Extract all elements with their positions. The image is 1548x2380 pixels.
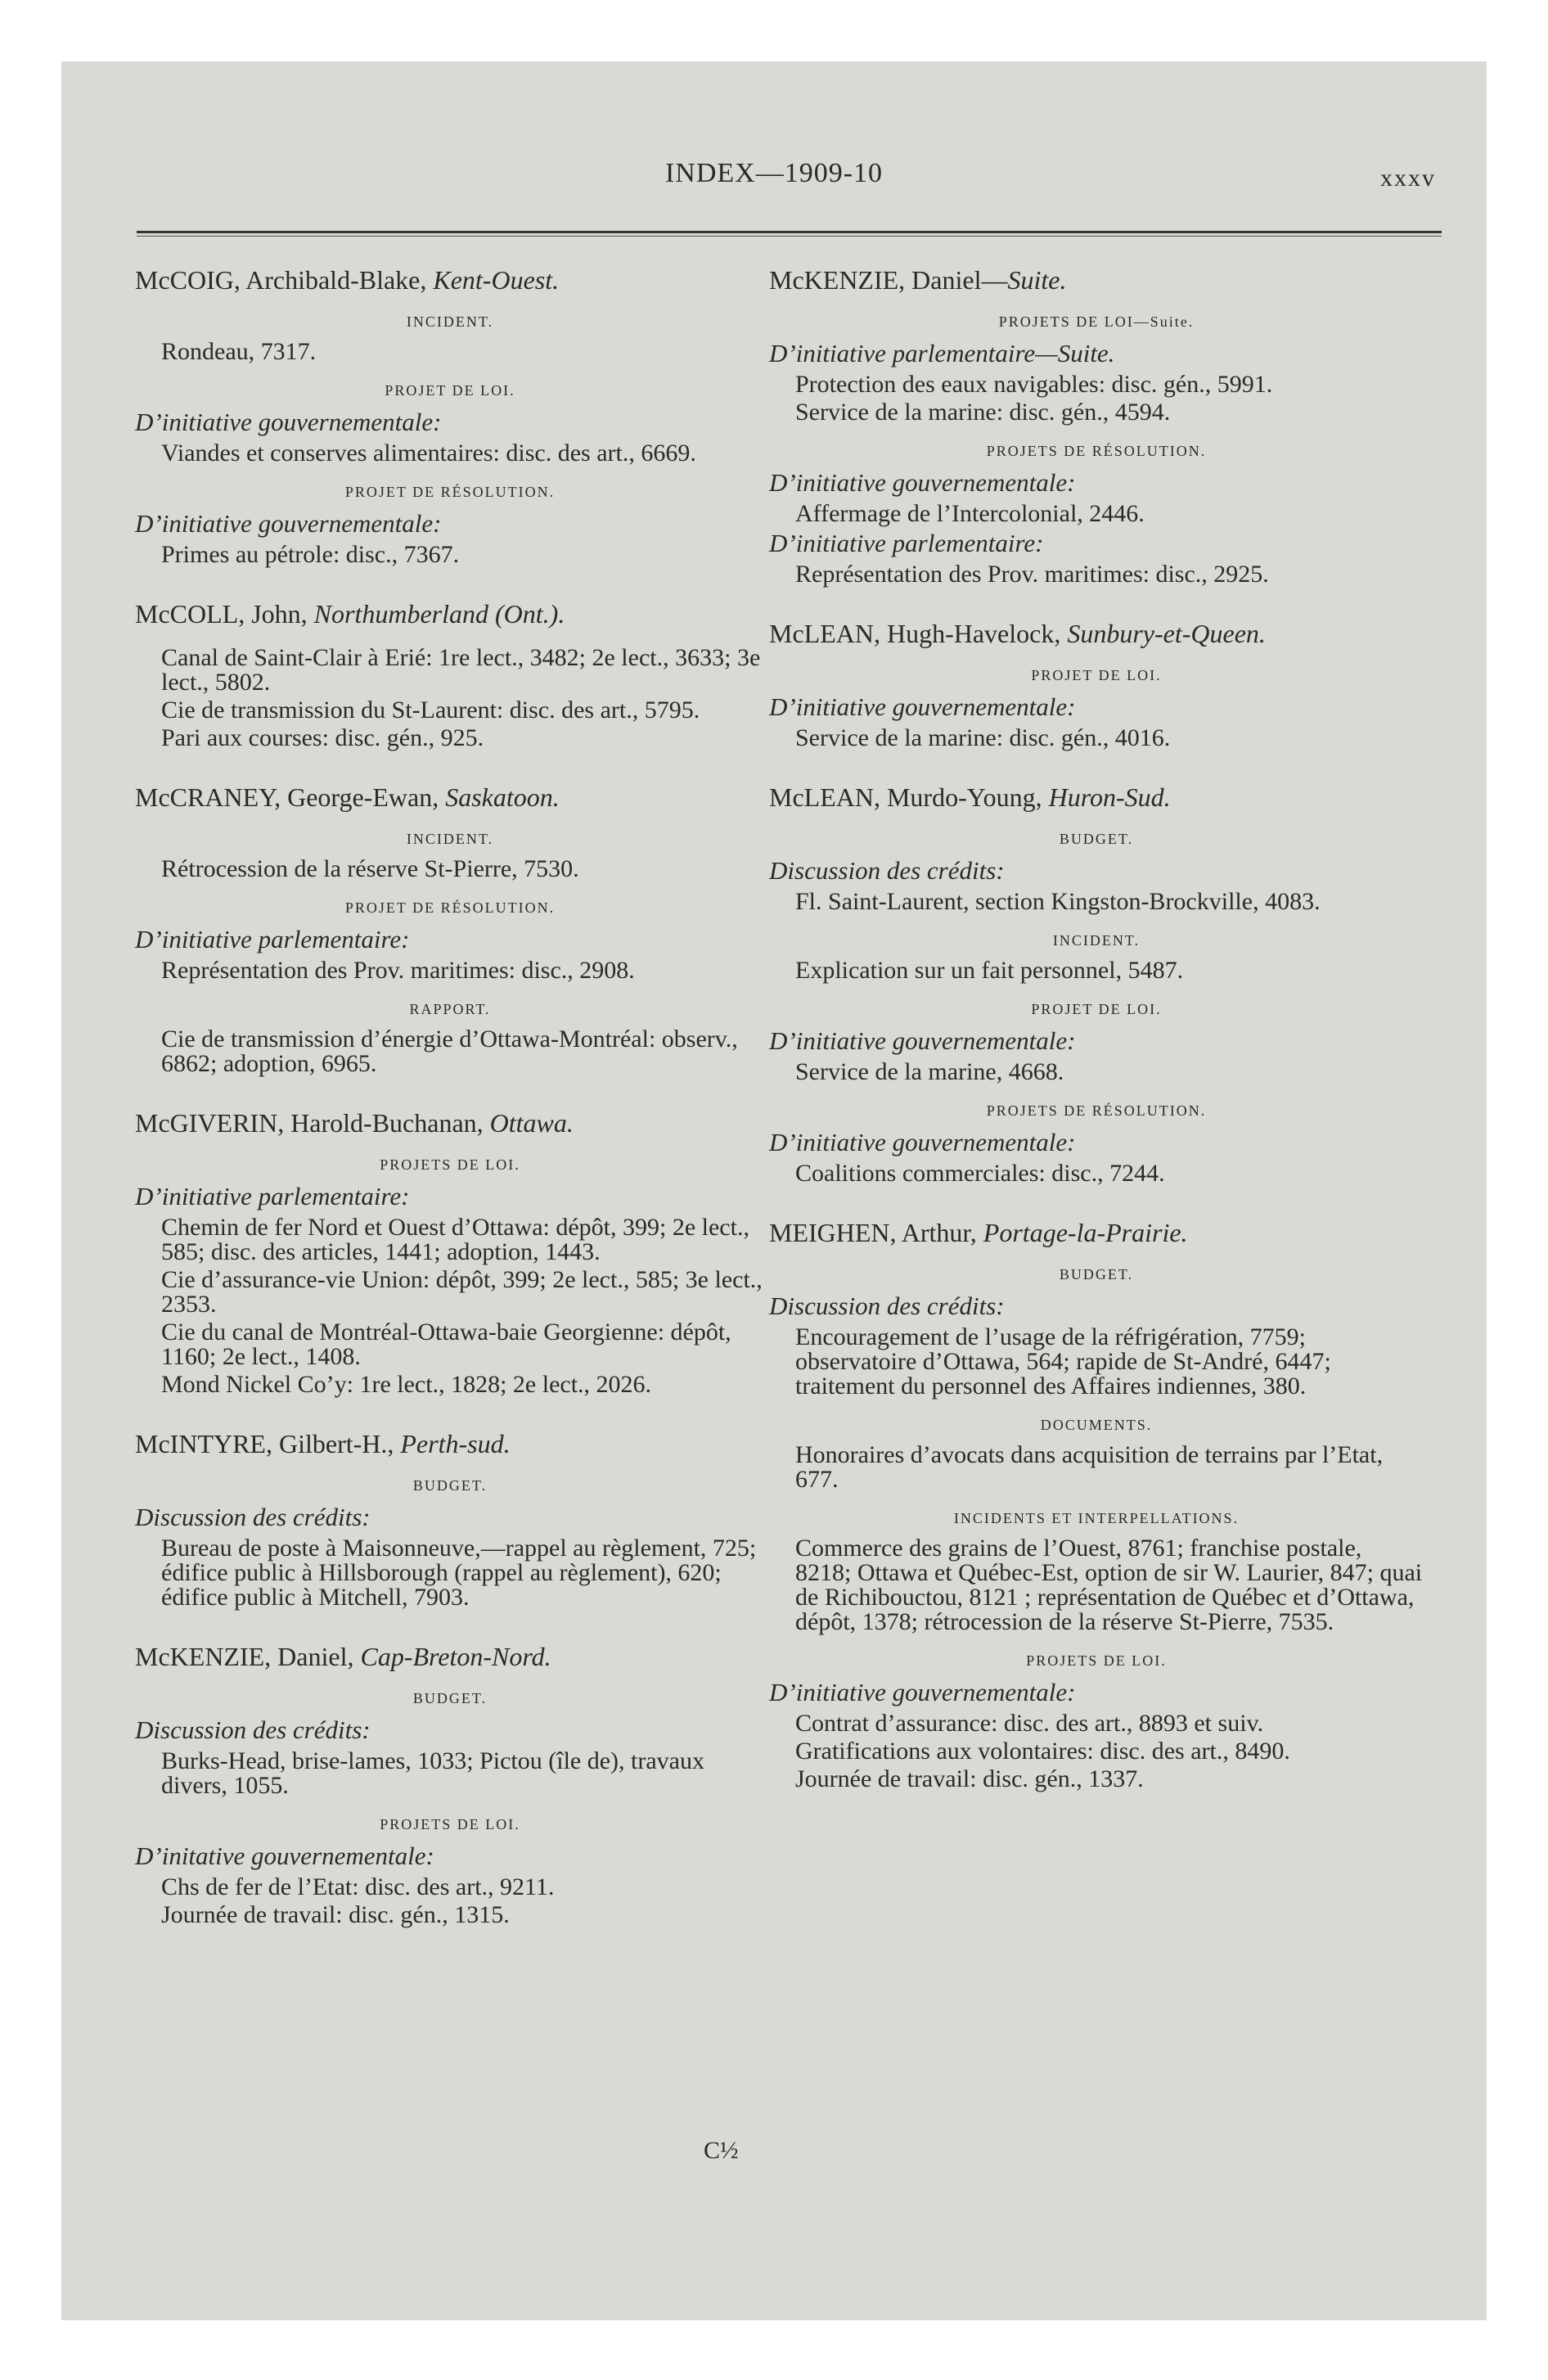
initiative-label: D’initiative gouvernementale: <box>769 468 1076 497</box>
entry-item: Canal de Saint-Clair à Erié: 1re lect., 3482; 2e lect., 3633; 3e lect., 5802. <box>161 644 761 696</box>
entry-name: McCRANEY, George-Ewan, Saskatoon. <box>135 782 560 812</box>
section-heading: PROJET DE RÉSOLUTION. <box>344 899 556 916</box>
entry-item: Rondeau, 7317. <box>161 338 317 365</box>
entry-name: McINTYRE, Gilbert-H., Perth-sud. <box>135 1429 511 1458</box>
page-sheet <box>61 61 1487 2320</box>
entry-item: Affermage de l’Intercolonial, 2446. <box>795 500 1145 527</box>
section-heading: INCIDENT. <box>1052 932 1141 949</box>
entry-item: Chemin de fer Nord et Ouest d’Ottawa: dépôt, 399; 2e lect., 585; disc. des articles, 1441; adoption, 1443. <box>161 1214 749 1265</box>
initiative-label: D’initiative parlementaire: <box>135 925 410 953</box>
section-heading: PROJETS DE LOI. <box>1026 1652 1167 1669</box>
section-heading: INCIDENTS ET INTERPELLATIONS. <box>953 1510 1240 1526</box>
entry-item: Cie d’assurance-vie Union: dépôt, 399; 2e lect., 585; 3e lect., 2353. <box>161 1266 763 1318</box>
section-heading: PROJETS DE LOI. <box>380 1156 520 1173</box>
initiative-label: Discussion des crédits: <box>135 1715 371 1744</box>
section-heading: RAPPORT. <box>409 1001 491 1017</box>
initiative-label: D’initiative gouvernementale: <box>769 1678 1076 1706</box>
entry-item: Service de la marine: disc. gén., 4016. <box>795 724 1171 751</box>
entry-item: Représentation des Prov. maritimes: disc., 2925. <box>795 561 1269 588</box>
entry-item: Gratifications aux volontaires: disc. des art., 8490. <box>795 1738 1290 1765</box>
entry-item: Service de la marine: disc. gén., 4594. <box>795 399 1171 426</box>
section-heading: PROJETS DE RÉSOLUTION. <box>986 443 1207 459</box>
section-heading: PROJET DE LOI. <box>1031 667 1162 683</box>
entry-item: Fl. Saint-Laurent, section Kingston-Brockville, 4083. <box>795 888 1321 915</box>
section-heading: PROJETS DE LOI—Suite. <box>998 313 1195 330</box>
section-heading: BUDGET. <box>1059 1266 1134 1282</box>
entry-item: Journée de travail: disc. gén., 1337. <box>795 1765 1144 1792</box>
header-rule <box>137 231 1442 233</box>
initiative-label: D’initiative gouvernementale: <box>769 1128 1076 1156</box>
section-heading: INCIDENT. <box>406 831 494 847</box>
entry-item: Encouragement de l’usage de la réfrigération, 7759; observatoire d’Ottawa, 564; rapide de St-André, 6447; traitement du personnel des Affaires indiennes, 380. <box>795 1323 1331 1400</box>
initiative-label: D’initative gouvernementale: <box>135 1841 434 1870</box>
signature-mark: C½ <box>704 2137 739 2164</box>
page-number: xxxv <box>1380 165 1436 192</box>
right-column <box>769 266 1424 1795</box>
entry-name: McGIVERIN, Harold-Buchanan, Ottawa. <box>135 1108 574 1138</box>
section-heading: BUDGET. <box>412 1477 488 1494</box>
entry-item: Cie du canal de Montréal-Ottawa-baie Georgienne: dépôt, 1160; 2e lect., 1408. <box>161 1318 731 1370</box>
running-title: INDEX—1909-10 <box>664 158 884 188</box>
entry-name: McKENZIE, Daniel—Suite. <box>769 265 1067 295</box>
entry-item: Chs de fer de l’Etat: disc. des art., 9211. <box>161 1873 555 1900</box>
entry-name: McLEAN, Murdo-Young, Huron-Sud. <box>769 782 1171 812</box>
section-heading: DOCUMENTS. <box>1040 1417 1153 1433</box>
initiative-label: Discussion des crédits: <box>769 1291 1005 1320</box>
initiative-label: Discussion des crédits: <box>769 856 1005 885</box>
initiative-label: D’initiative gouvernementale: <box>135 408 442 436</box>
entry-item: Commerce des grains de l’Ouest, 8761; franchise postale, 8218; Ottawa et Québec-Est, option de sir W. Laurier, 847; quai de Richibouctou, 8121 ; représentation de Québec et d’Ottawa, dépôt, 1378; rétrocession de la réserve St-Pierre, 7535. <box>795 1535 1423 1635</box>
initiative-label: D’initiative parlementaire: <box>135 1182 410 1210</box>
section-heading: PROJET DE LOI. <box>1031 1001 1162 1017</box>
initiative-label: D’initiative parlementaire—Suite. <box>769 339 1115 367</box>
entry-item: Service de la marine, 4668. <box>795 1058 1064 1085</box>
entry-item: Viandes et conserves alimentaires: disc. des art., 6669. <box>161 439 696 467</box>
section-heading: BUDGET. <box>412 1690 488 1706</box>
page-header <box>61 158 1487 207</box>
entry-item: Cie de transmission d’énergie d’Ottawa-Montréal: observ., 6862; adoption, 6965. <box>161 1025 738 1077</box>
entry-name: McKENZIE, Daniel, Cap-Breton-Nord. <box>135 1642 551 1671</box>
entry-item: Protection des eaux navigables: disc. gén., 5991. <box>795 371 1273 398</box>
entry-name: McCOLL, John, Northumberland (Ont.). <box>135 599 565 629</box>
entry-item: Burks-Head, brise-lames, 1033; Pictou (île de), travaux divers, 1055. <box>161 1747 704 1799</box>
section-heading: PROJETS DE RÉSOLUTION. <box>986 1102 1207 1119</box>
entry-item: Honoraires d’avocats dans acquisition de terrains par l’Etat, 677. <box>795 1441 1384 1493</box>
entry-item: Mond Nickel Co’y: 1re lect., 1828; 2e lect., 2026. <box>161 1371 652 1398</box>
entry-name: McCOIG, Archibald-Blake, Kent-Ouest. <box>135 265 560 295</box>
entry-item: Contrat d’assurance: disc. des art., 8893 et suiv. <box>795 1710 1264 1737</box>
entry-name: MEIGHEN, Arthur, Portage-la-Prairie. <box>769 1218 1188 1247</box>
entry-item: Primes au pétrole: disc., 7367. <box>161 541 460 568</box>
left-column <box>135 266 765 1931</box>
entry-item: Pari aux courses: disc. gén., 925. <box>161 724 484 751</box>
initiative-label: Discussion des crédits: <box>135 1503 371 1531</box>
section-heading: PROJETS DE LOI. <box>380 1816 520 1832</box>
entry-name: McLEAN, Hugh-Havelock, Sunbury-et-Queen. <box>769 619 1266 648</box>
section-heading: BUDGET. <box>1059 831 1134 847</box>
initiative-label: D’initiative gouvernementale: <box>769 692 1076 721</box>
section-heading: INCIDENT. <box>406 313 494 330</box>
entry-item: Bureau de poste à Maisonneuve,—rappel au règlement, 725; édifice public à Hillsborough (rappel au règlement), 620; édifice public à Mitchell, 7903. <box>161 1535 757 1611</box>
entry-item: Coalitions commerciales: disc., 7244. <box>795 1160 1165 1187</box>
entry-item: Journée de travail: disc. gén., 1315. <box>161 1901 510 1928</box>
entry-item: Représentation des Prov. maritimes: disc., 2908. <box>161 957 635 984</box>
header-rule-thin <box>137 236 1442 237</box>
initiative-label: D’initiative parlementaire: <box>769 529 1044 557</box>
section-heading: PROJET DE RÉSOLUTION. <box>344 484 556 500</box>
initiative-label: D’initiative gouvernementale: <box>769 1026 1076 1055</box>
entry-item: Cie de transmission du St-Laurent: disc. des art., 5795. <box>161 696 700 723</box>
initiative-label: D’initiative gouvernementale: <box>135 509 442 538</box>
entry-item: Explication sur un fait personnel, 5487. <box>795 957 1184 984</box>
entry-item: Rétrocession de la réserve St-Pierre, 7530. <box>161 855 579 882</box>
section-heading: PROJET DE LOI. <box>385 382 515 399</box>
